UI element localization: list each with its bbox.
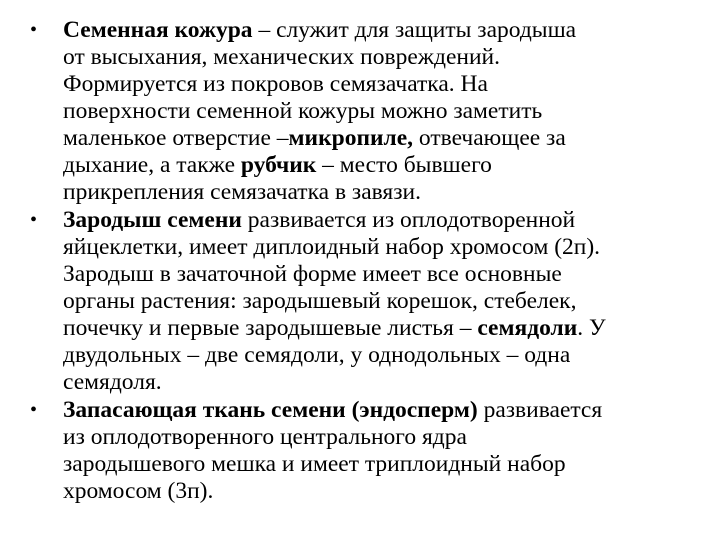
text-segment: развивается из оплодотворенной (241, 207, 576, 233)
text-line (63, 125, 695, 152)
text-line (63, 179, 695, 206)
bullet-list (30, 17, 695, 506)
bullet-dot-icon: • (30, 19, 38, 41)
bold-term: рубчик (240, 152, 317, 178)
text-segment: органы растения: зародышевый корешок, стебелек, (63, 288, 577, 314)
text-line (63, 98, 695, 125)
bullet-dot-icon: • (30, 209, 38, 231)
text-segment: Формируется из покровов семязачатка. На (63, 71, 488, 97)
text-line (63, 342, 695, 369)
text-segment: . У (577, 315, 606, 341)
bullet-item (30, 207, 695, 396)
text-segment: отвечающее за (413, 125, 566, 151)
text-line (63, 478, 695, 505)
bold-term: Зародыш семени (63, 207, 242, 233)
text-line (63, 71, 695, 98)
bold-term: семядоли (477, 315, 578, 341)
text-segment: из оплодотворенного центрального ядра (63, 424, 467, 450)
text-segment: хромосом (3п). (63, 478, 214, 504)
text-line (63, 424, 695, 451)
text-segment: двудольных – две семядоли, у однодольных – одна (63, 342, 571, 368)
text-segment: семядоля. (63, 369, 162, 395)
text-line (63, 44, 695, 71)
text-line (63, 288, 695, 315)
text-segment: развивается (477, 397, 603, 423)
bold-term: микропиле, (288, 125, 414, 151)
text-line (63, 261, 695, 288)
bullet-item (30, 397, 695, 505)
text-line (63, 152, 695, 179)
text-line (63, 17, 695, 44)
text-segment: поверхности семенной кожуры можно заметить (63, 98, 543, 124)
text-segment: почечку и первые зародышевые листья – (63, 315, 478, 341)
bullet-dot-icon: • (30, 399, 38, 421)
text-segment: маленькое отверстие – (63, 125, 289, 151)
text-line (63, 397, 695, 424)
text-segment: яйцеклетки, имеет диплоидный набор хромосом (2п). (63, 234, 601, 260)
bullet-item (30, 17, 695, 206)
text-segment: Зародыш в зачаточной форме имеет все основные (63, 261, 562, 287)
text-line (63, 207, 695, 234)
text-segment: дыхание, а также (63, 152, 241, 178)
bold-term: Запасающая ткань семени (эндосперм) (63, 397, 478, 423)
text-line (63, 315, 695, 342)
text-line (63, 234, 695, 261)
text-segment: зародышевого мешка и имеет триплоидный набор (63, 451, 566, 477)
bold-term: Семенная кожура (63, 17, 253, 43)
text-line (63, 451, 695, 478)
text-segment: от высыхания, механических повреждений. (63, 44, 500, 70)
text-segment: прикрепления семязачатка в завязи. (63, 179, 421, 205)
text-segment: – место бывшего (316, 152, 492, 178)
text-line (63, 369, 695, 396)
text-segment: – служит для защиты зародыша (252, 17, 577, 43)
